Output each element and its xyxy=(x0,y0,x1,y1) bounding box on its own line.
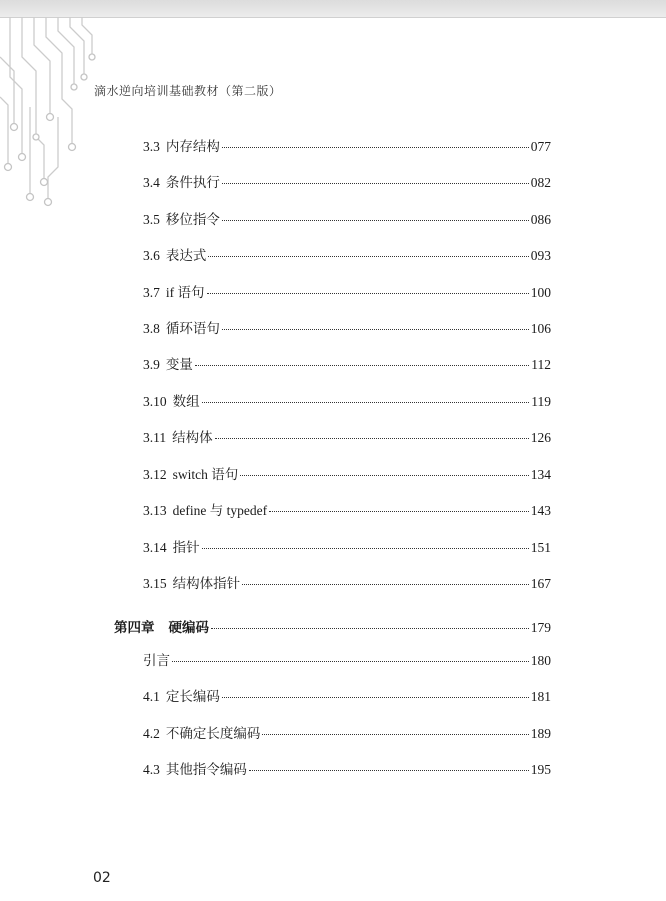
toc-entry-title: 内存结构 xyxy=(165,139,220,154)
toc-entry[interactable] xyxy=(143,356,551,374)
toc-entry-label xyxy=(143,320,220,338)
toc-entry-label xyxy=(143,466,238,484)
toc-entry-title: define 与 typedef xyxy=(172,503,268,518)
toc-entry-title: 循环语句 xyxy=(165,321,220,336)
toc-entry[interactable] xyxy=(143,211,551,229)
toc-entry-label xyxy=(143,539,200,557)
toc-entry[interactable] xyxy=(143,688,551,706)
toc-entry-page: 100 xyxy=(530,285,551,300)
toc-entry-page: 126 xyxy=(530,430,551,445)
toc-entry-number: 3.10 xyxy=(143,394,167,409)
toc-entry-title: 结构体指针 xyxy=(172,576,241,591)
toc-entry[interactable] xyxy=(143,725,551,743)
toc-entry-page: 181 xyxy=(530,689,551,704)
toc-entry-label xyxy=(143,652,170,670)
toc-entry-number: 3.7 xyxy=(143,285,160,300)
toc-entry-page: 086 xyxy=(530,212,551,227)
toc-entry-label xyxy=(114,619,209,637)
toc-entry-number: 3.13 xyxy=(143,503,167,518)
toc-entry-title: 结构体 xyxy=(172,430,213,445)
toc-chapter-entry[interactable] xyxy=(114,619,551,637)
toc-entry-page: 195 xyxy=(530,762,551,777)
toc-entry-page: 151 xyxy=(530,540,551,555)
toc-entry-label xyxy=(143,725,260,743)
toc-entry-page: 134 xyxy=(530,467,551,482)
toc-leader-dots xyxy=(202,548,529,549)
toc-entry-number: 3.15 xyxy=(143,576,167,591)
toc-entry-number: 3.4 xyxy=(143,175,160,190)
toc-entry-number: 3.3 xyxy=(143,139,160,154)
toc-entry-label xyxy=(143,761,247,779)
toc-entry-label xyxy=(143,393,200,411)
toc-entry-number: 4.1 xyxy=(143,689,160,704)
toc-entry-number: 3.6 xyxy=(143,248,160,263)
toc-entry[interactable] xyxy=(143,138,551,156)
toc-entry-number: 3.11 xyxy=(143,430,167,445)
toc-leader-dots xyxy=(249,770,529,771)
toc-entry[interactable] xyxy=(143,466,551,484)
toc-entry-page: 189 xyxy=(530,726,551,741)
toc-entry-title: 引言 xyxy=(143,653,170,668)
page-number: 02 xyxy=(93,870,111,886)
toc-entry-title: 硬编码 xyxy=(168,620,209,635)
toc-leader-dots xyxy=(208,256,528,257)
toc-leader-dots xyxy=(172,661,529,662)
toc-entry[interactable] xyxy=(143,502,551,520)
toc-entry-label xyxy=(143,211,220,229)
toc-entry-page: 179 xyxy=(530,620,551,635)
toc-entry-label xyxy=(143,174,220,192)
toc-entry-number: 第四章 xyxy=(114,620,155,635)
toc-entry-page: 167 xyxy=(530,576,551,591)
toc-entry-title: if 语句 xyxy=(165,285,205,300)
toc-entry-number: 3.9 xyxy=(143,357,160,372)
toc-leader-dots xyxy=(215,438,529,439)
toc-entry-number: 4.3 xyxy=(143,762,160,777)
toc-entry-title: 指针 xyxy=(172,540,200,555)
toc-entry-label xyxy=(143,247,206,265)
toc-entry-title: 定长编码 xyxy=(165,689,220,704)
toc-entry[interactable] xyxy=(143,652,551,670)
toc-entry-number: 3.14 xyxy=(143,540,167,555)
toc-entry-label xyxy=(143,688,220,706)
toc-leader-dots xyxy=(242,584,529,585)
toc-leader-dots xyxy=(269,511,529,512)
toc-entry-label xyxy=(143,575,240,593)
toc-entry[interactable] xyxy=(143,575,551,593)
toc-leader-dots xyxy=(211,628,529,629)
toc-leader-dots xyxy=(240,475,529,476)
toc-entry[interactable] xyxy=(143,539,551,557)
toc-leader-dots xyxy=(202,402,530,403)
toc-entry-title: 表达式 xyxy=(165,248,207,263)
toc-leader-dots xyxy=(262,734,528,735)
toc-leader-dots xyxy=(222,147,529,148)
toc-entry-title: 移位指令 xyxy=(165,212,220,227)
toc-leader-dots xyxy=(222,183,529,184)
running-header-title: 滴水逆向培训基础教材（第二版） xyxy=(94,84,282,98)
toc-entry-title: switch 语句 xyxy=(172,467,239,482)
toc-leader-dots xyxy=(222,220,529,221)
toc-entry[interactable] xyxy=(143,429,551,447)
toc-entry-number: 3.5 xyxy=(143,212,160,227)
toc-entry-number: 3.12 xyxy=(143,467,167,482)
toc-entry-title: 数组 xyxy=(172,394,200,409)
toc-entry-page: 106 xyxy=(530,321,551,336)
toc-entry-title: 条件执行 xyxy=(165,175,220,190)
toc-entry[interactable] xyxy=(143,284,551,302)
toc-entry-number: 3.8 xyxy=(143,321,160,336)
toc-leader-dots xyxy=(195,365,529,366)
toc-entry-label xyxy=(143,284,205,302)
toc-entry-number: 4.2 xyxy=(143,726,160,741)
toc-entry-title: 其他指令编码 xyxy=(165,762,247,777)
toc-entry[interactable] xyxy=(143,761,551,779)
toc-entry[interactable] xyxy=(143,174,551,192)
toc-entry-title: 变量 xyxy=(165,357,193,372)
toc-entry-page: 077 xyxy=(530,139,551,154)
toc-entry-page: 093 xyxy=(530,248,551,263)
toc-entry-page: 112 xyxy=(531,357,551,372)
toc-entry-title: 不确定长度编码 xyxy=(165,726,261,741)
toc-leader-dots xyxy=(222,697,529,698)
toc-entry-label xyxy=(143,138,220,156)
toc-entry-page: 119 xyxy=(531,394,551,409)
toc-entry-label xyxy=(143,356,193,374)
toc-entry-page: 180 xyxy=(530,653,551,668)
toc-leader-dots xyxy=(207,293,529,294)
toc-entry-page: 082 xyxy=(530,175,551,190)
toc-entry-page: 143 xyxy=(530,503,551,518)
toc-entry-label xyxy=(143,429,213,447)
toc-entry[interactable] xyxy=(143,320,551,338)
toc-entry[interactable] xyxy=(143,247,551,265)
toc-entry-label xyxy=(143,502,267,520)
toc-leader-dots xyxy=(222,329,529,330)
toc-entry[interactable] xyxy=(143,393,551,411)
